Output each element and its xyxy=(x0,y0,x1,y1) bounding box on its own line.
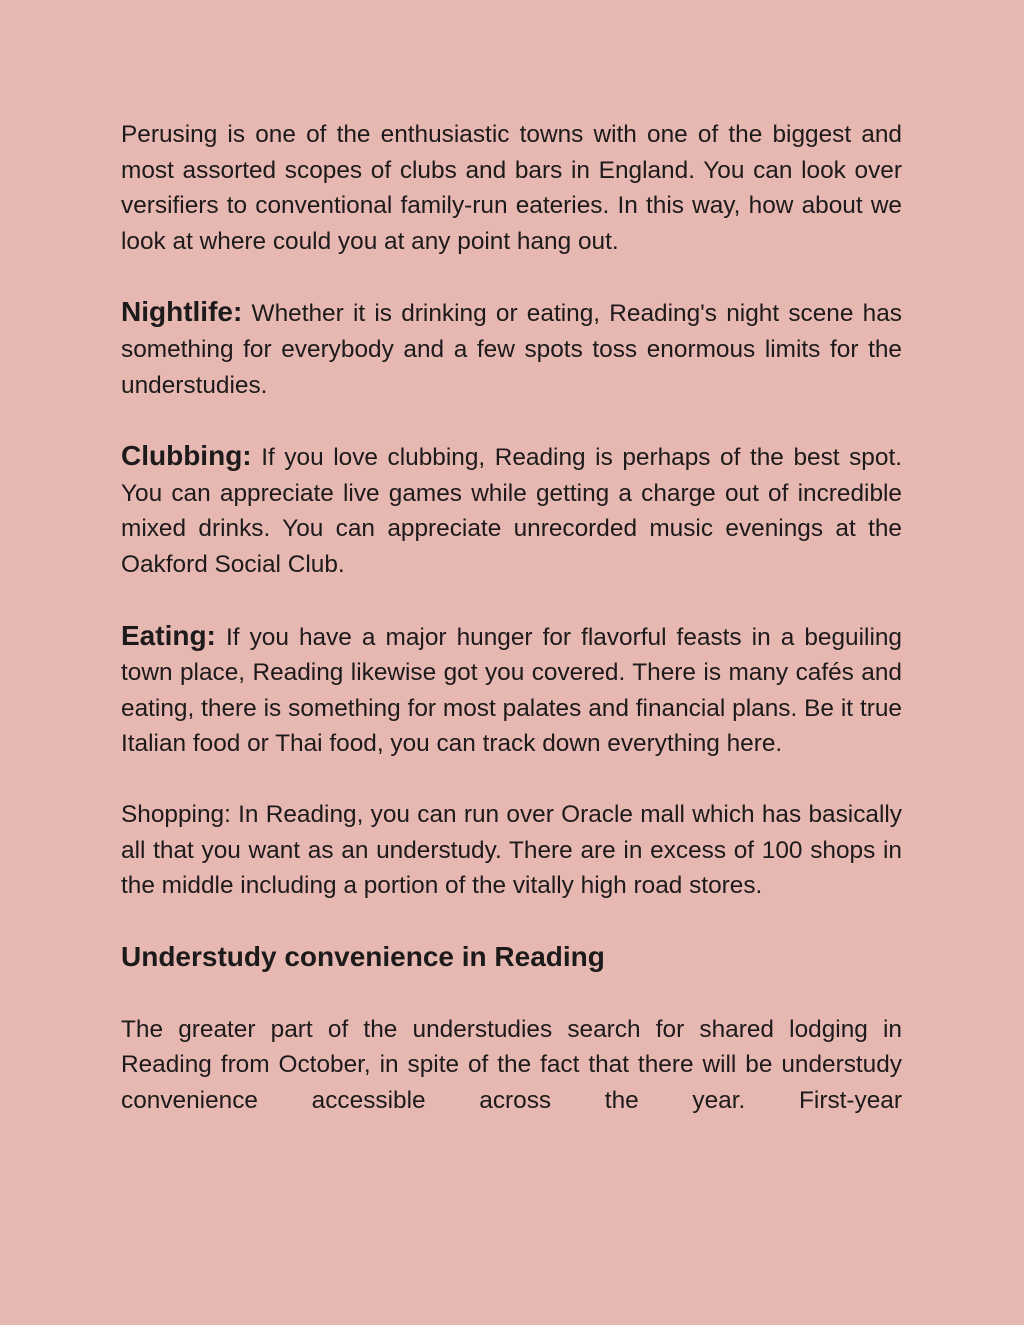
eating-heading: Eating: xyxy=(121,619,216,651)
clubbing-paragraph xyxy=(121,438,902,582)
nightlife-text: Whether it is drinking or eating, Reading's night scene has something for everybody and a few spots toss enormous limits for the understudies. xyxy=(121,300,902,399)
intro-paragraph: Perusing is one of the enthusiastic towns with one of the biggest and most assorted scopes of clubs and bars in England. You can look over versifiers to conventional family-run eateries. In this way, how about we look at where could you at any point hang out. xyxy=(121,121,902,255)
nightlife-paragraph xyxy=(121,294,902,403)
nightlife-heading: Nightlife: xyxy=(121,296,243,328)
section-subheading: Understudy convenience in Reading xyxy=(121,940,605,972)
eating-text: If you have a major hunger for flavorful feasts in a beguiling town place, Reading likewise got you covered. There is many cafés and eating, there is something for most palates and financial plans. Be it true Italian food or Thai food, you can track down everything here. xyxy=(121,623,902,758)
document-body xyxy=(121,117,902,1118)
eating-paragraph xyxy=(121,618,902,762)
clubbing-text: If you love clubbing, Reading is perhaps of the best spot. You can appreciate live games while getting a charge out of incredible mixed drinks. You can appreciate unrecorded music evenings at the Oakford Social Club. xyxy=(121,444,902,578)
clubbing-heading: Clubbing: xyxy=(121,440,252,472)
closing-paragraph: The greater part of the understudies search for shared lodging in Reading from October, in spite of the fact that there will be understudy convenience accessible across the year. First-year xyxy=(121,1015,902,1114)
shopping-paragraph: Shopping: In Reading, you can run over Oracle mall which has basically all that you want as an understudy. There are in excess of 100 shops in the middle including a portion of the vitally high road stores. xyxy=(121,800,902,900)
